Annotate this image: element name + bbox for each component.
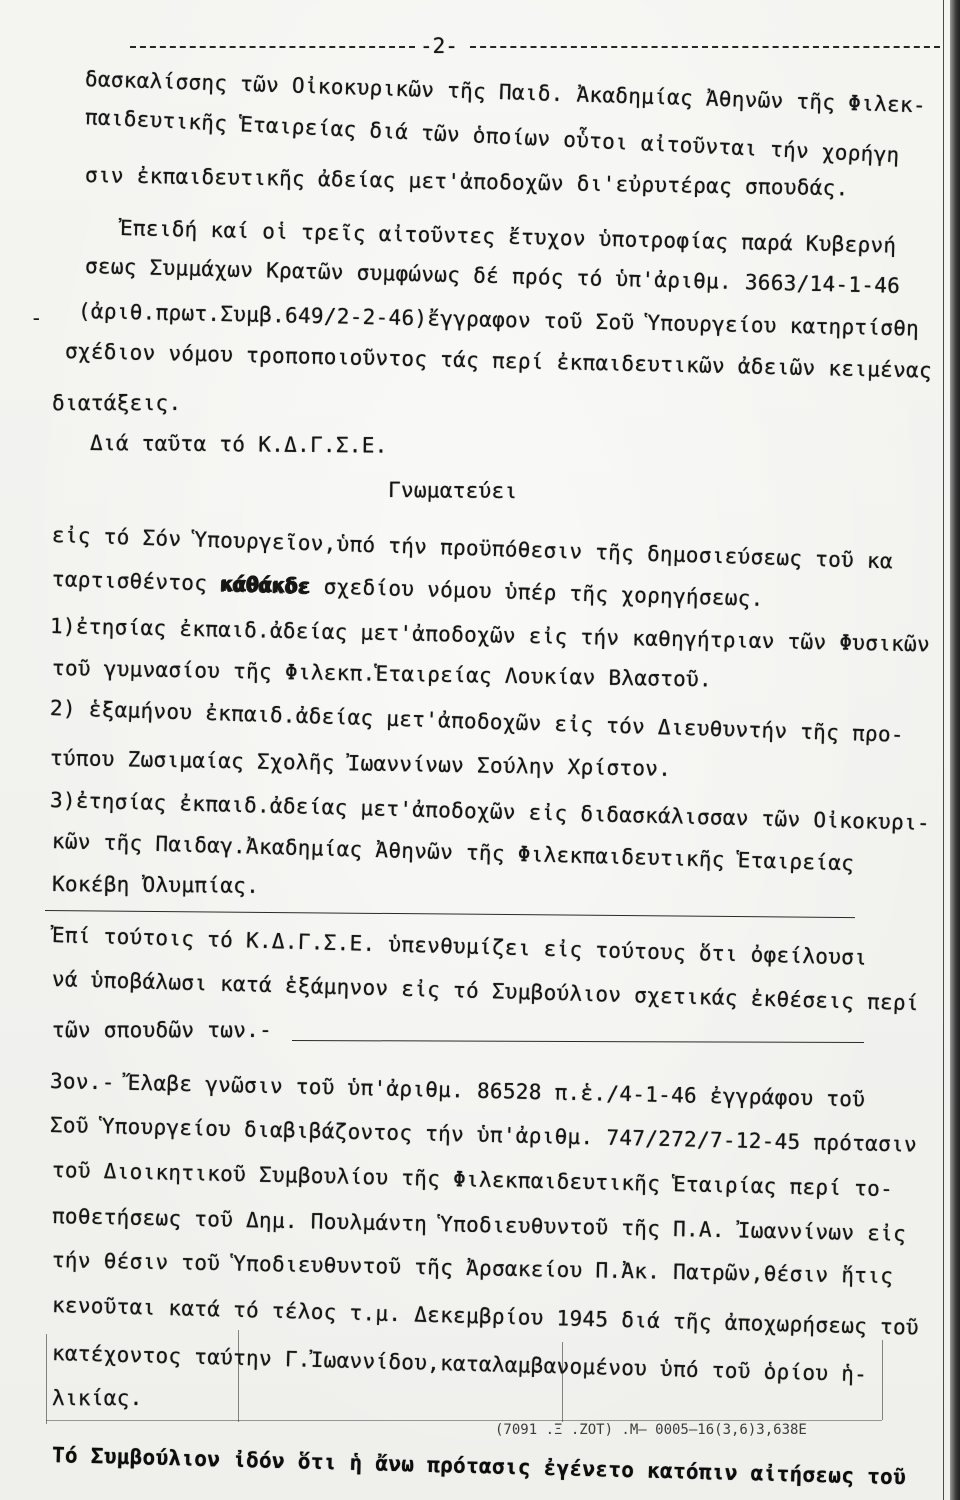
page-number: -2-	[420, 34, 458, 58]
text-segment: σχεδίου νόμου ὑπέρ τῆς χορηγήσεως.	[323, 574, 764, 611]
text-line: τύπου Ζωσιμαίας Σχολῆς Ἰωαννίνων Σούλην Χρίστον.	[49, 746, 672, 781]
text-line: Ἐπειδή καί οἱ τρεῖς αἰτοῦντες ἔτυχον ὑποτροφίας παρά Κυβερνή	[119, 216, 897, 258]
text-line: 2) ἑξαμήνου ἐκπαιδ.ἀδείας μετ'ἀποδοχῶν εἰς τόν Διευθυντήν τῆς προ-	[49, 696, 905, 747]
text-segment: ταρτισθέντος	[51, 567, 208, 596]
text-line: 1)ἐτησίας ἐκπαιδ.ἀδείας μετ'ἀποδοχῶν εἰς τήν καθηγήτριαν τῶν Φυσικῶν	[49, 614, 931, 657]
text-line-last: Τό Συμβούλιον ἰδόν ὅτι ἡ ἄνω πρότασις ἐγένετο κατόπιν αἰτήσεως τοῦ	[51, 1443, 907, 1490]
text-line: παιδευτικῆς Ἑταιρείας διά τῶν ὁποίων οὗτοι αἰτοῦνται τήν χορήγη	[84, 105, 901, 168]
text-line: δασκαλίσσης τῶν Οἰκοκυρικῶν τῆς Παιδ. Ἀκαδημίας Ἀθηνῶν τῆς Φιλεκ-	[84, 67, 927, 118]
header-dashed-rule-left	[130, 46, 415, 48]
text-line: τοῦ γυμνασίου τῆς Φιλεκπ.Ἑταιρείας Λουκίαν Βλαστοῦ.	[51, 656, 713, 692]
text-line: σχέδιον νόμου τροποποιοῦντος τάς περί ἐκπαιδευτικῶν ἀδειῶν κειμένας	[64, 339, 933, 383]
text-line: λικίας.	[52, 1386, 143, 1410]
page-binding-edge	[950, 0, 960, 1500]
section-heading: Γνωματεύει	[387, 478, 518, 504]
text-line	[52, 566, 764, 612]
text-line: σεως Συμμάχων Κρατῶν συμφώνως δέ πρός τό ὑπ'ἀριθμ. 3663/14-1-46	[84, 254, 901, 298]
text-line: τοῦ Διοικητικοῦ Συμβουλίου τῆς Φιλεκπαιδευτικῆς Ἑταιρίας περί το-	[51, 1158, 894, 1202]
text-line: Σοῦ Ὑπουργείου διαβιβάζοντος τήν ὑπ'ἀριθμ. 747/272/7-12-45 πρότασιν	[49, 1113, 918, 1157]
section-rule	[45, 910, 855, 918]
section-rule	[292, 1040, 864, 1043]
text-line: εἰς τό Σόν Ὑπουργεῖον,ὑπό τήν προϋπόθεσιν τῆς δημοσιεύσεως τοῦ κα	[51, 523, 894, 574]
bleed-through-rule	[238, 1330, 239, 1422]
bleed-through-print: (7091 .Ξ .ΖΟΤ) .Μ– 0005–16(3,6)3,638Ε	[495, 1422, 807, 1438]
text-line: Ἐπί τούτοις τό Κ.Δ.Γ.Σ.Ε. ὑπενθυμίζει εἰς τούτους ὅτι ὀφείλουσι	[51, 923, 868, 970]
text-line: σιν ἐκπαιδευτικῆς ἀδείας μετ'ἀποδοχῶν δι'εὐρυτέρας σπουδάς.	[84, 163, 849, 201]
margin-mark: -	[30, 306, 43, 330]
text-line: διατάξεις.	[52, 391, 182, 415]
text-line: κῶν τῆς Παιδαγ.Ἀκαδημίας Ἀθηνῶν τῆς Φιλεκπαιδευτικῆς Ἑταιρείας	[51, 829, 855, 876]
text-line: τῶν σπουδῶν των.-	[52, 1018, 273, 1042]
page-edge-line	[943, 0, 944, 1500]
text-line: νά ὑποβάλωσι κατά ἑξάμηνον εἰς τό Συμβούλιον σχετικάς ἐκθέσεις περί	[51, 967, 920, 1016]
bleed-through-rule	[46, 1334, 47, 1424]
text-line: 3)ἐτησίας ἐκπαιδ.ἀδείας μετ'ἀποδοχῶν εἰς διδασκάλισσαν τῶν Οἰκοκυρι-	[49, 788, 931, 836]
text-line: Κοκέβη Ὀλυμπίας.	[51, 872, 260, 898]
text-line: ποθετήσεως τοῦ Δημ. Πουλμάντη Ὑποδιευθυντοῦ τῆς Π.Α. Ἰωαννίνων εἰς	[51, 1204, 907, 1246]
header-dashed-rule-right	[470, 46, 940, 48]
text-line: 3ον.- Ἔλαβε γνῶσιν τοῦ ὑπ'ἀριθμ. 86528 π.ἑ./4-1-46 ἐγγράφου τοῦ	[49, 1069, 866, 1112]
text-line: Διά ταῦτα τό Κ.Δ.Γ.Σ.Ε.	[89, 431, 388, 458]
struck-out-word: κάθάκδε	[219, 571, 312, 599]
text-line: τήν θέσιν τοῦ Ὑποδιευθυντοῦ τῆς Ἀρσακείου Π.Ἀκ. Πατρῶν,θέσιν ἥτις	[51, 1248, 894, 1289]
text-line: (ἀριθ.πρωτ.Συμβ.649/2-2-46)ἔγγραφον τοῦ Σοῦ Ὑπουργείου κατηρτίσθη	[77, 299, 920, 341]
bleed-through-rule	[882, 1340, 883, 1420]
text-line: κενοῦται κατά τό τέλος τ.μ. Δεκεμβρίου 1945 διά τῆς ἀποχωρήσεως τοῦ	[51, 1293, 920, 1340]
text-line: κατέχοντος ταύτην Γ.Ἰωαννίδου,καταλαμβανομένου ὑπό τοῦ ὁρίου ἡ-	[51, 1341, 868, 1387]
